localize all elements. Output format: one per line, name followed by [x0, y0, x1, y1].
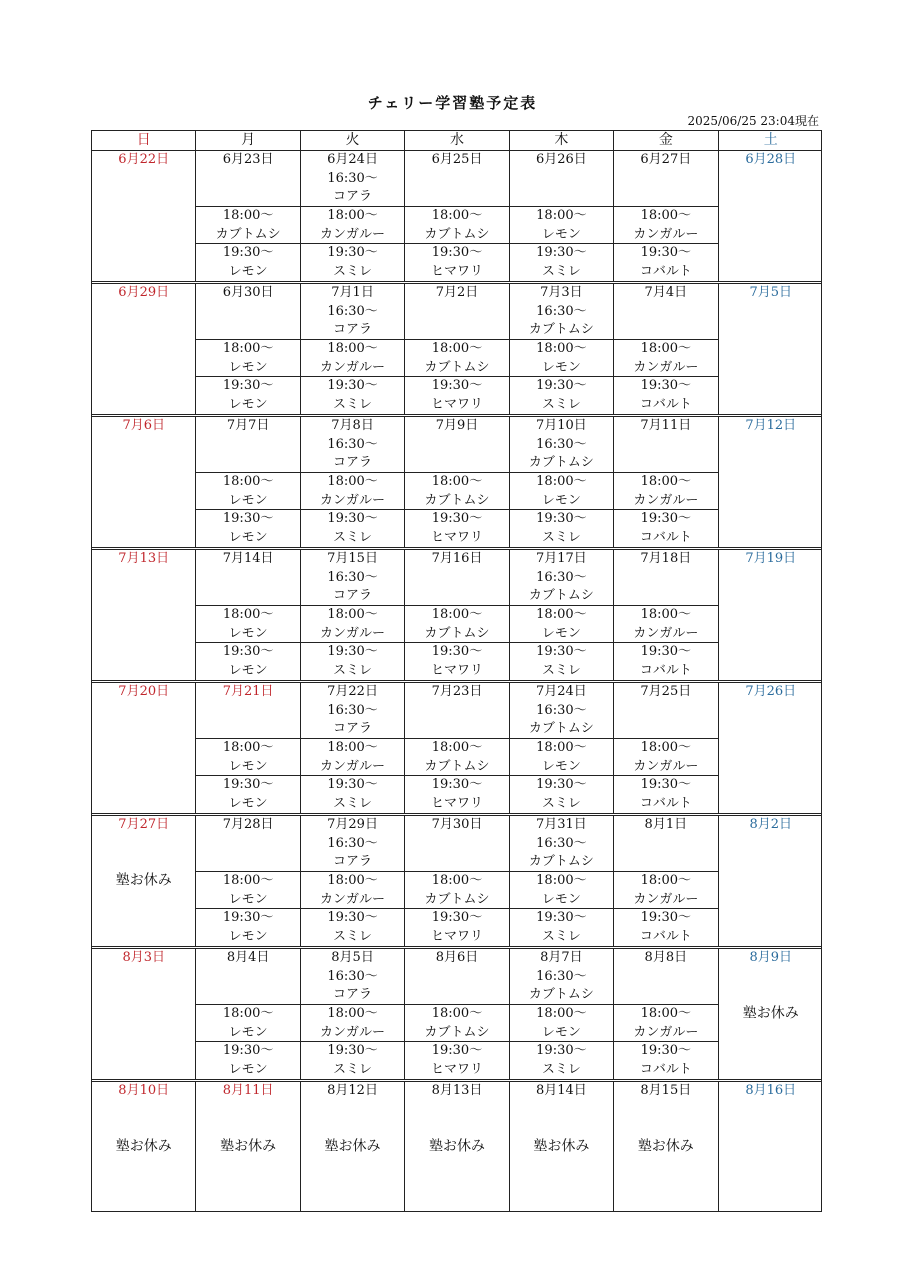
day-cell: [92, 417, 196, 547]
class-slot-1930: 19:30～ ヒマワリ: [430, 777, 483, 811]
class-slot-1800: 18:00～ レモン: [510, 872, 613, 909]
closed-note: 塾お休み: [428, 1138, 485, 1155]
weekday-header: 火: [301, 131, 405, 150]
day-date: 6月23日: [222, 152, 274, 167]
day-date: 7月7日: [226, 418, 270, 433]
day-full-slot: [719, 417, 823, 547]
day-date: 7月18日: [640, 551, 692, 566]
day-full-slot: [92, 550, 195, 680]
day-cell: [719, 683, 823, 813]
day-cell: [405, 284, 509, 414]
week-row: [92, 949, 821, 1082]
class-slot-1800: 18:00～ カンガルー: [301, 340, 404, 377]
day-full-slot: [614, 1082, 717, 1211]
closed-note: 塾お休み: [533, 1138, 590, 1155]
day-cell: [196, 550, 300, 680]
class-slot-1630: 16:30～ コアラ: [327, 702, 378, 737]
day-date: 7月17日: [535, 551, 587, 566]
class-slot-1800: 18:00～ カンガルー: [301, 606, 404, 643]
class-slot-1800: 18:00～ レモン: [510, 340, 613, 377]
day-cell: [614, 284, 718, 414]
class-slot-1930: 19:30～ レモン: [222, 910, 274, 944]
day-date: 6月28日: [745, 152, 797, 167]
day-cell: [614, 816, 718, 946]
day-date: 7月19日: [745, 551, 797, 566]
class-slot-1930: 19:30～ レモン: [222, 378, 274, 412]
day-date-slot: [510, 683, 613, 739]
class-slot-1930: 19:30～ レモン: [222, 245, 274, 279]
day-date: 7月6日: [122, 418, 165, 433]
day-date: 7月2日: [435, 285, 479, 300]
day-date: 6月26日: [535, 152, 587, 167]
day-cell: [301, 816, 405, 946]
day-full-slot: [92, 151, 195, 281]
day-date: 6月27日: [640, 152, 692, 167]
day-date: 8月8日: [644, 950, 688, 965]
day-date: 8月14日: [535, 1083, 587, 1098]
day-date-slot: [510, 949, 613, 1005]
day-date: 8月11日: [222, 1083, 274, 1098]
day-date: 8月9日: [749, 950, 793, 965]
class-slot-1800: 18:00～ カブトムシ: [405, 872, 508, 909]
week-row: [92, 1082, 821, 1211]
day-cell: [301, 550, 405, 680]
day-date: 7月27日: [118, 817, 170, 832]
class-slot-1800: 18:00～ レモン: [196, 872, 299, 909]
class-slot-1800: 18:00～ カブトムシ: [405, 739, 508, 776]
class-slot-1930: 19:30～ スミレ: [536, 910, 587, 944]
day-full-slot: [719, 151, 823, 281]
class-slot-1800: 18:00～ カンガルー: [301, 207, 404, 244]
class-slot-1800: 18:00～ レモン: [510, 739, 613, 776]
day-date-slot: [196, 151, 299, 207]
day-cell: [614, 1082, 718, 1211]
day-date: 8月2日: [749, 817, 793, 832]
day-date-slot: [614, 151, 717, 207]
class-slot-1930: 19:30～ スミレ: [327, 910, 378, 944]
day-date: 7月15日: [327, 551, 378, 566]
day-cell: [196, 417, 300, 547]
day-full-slot: [719, 816, 823, 946]
day-cell: [196, 284, 300, 414]
class-slot-1800: 18:00～ カンガルー: [614, 739, 717, 776]
day-cell: [719, 417, 823, 547]
class-slot-1930: 19:30～ ヒマワリ: [430, 1043, 483, 1077]
weekday-header: 日: [92, 131, 196, 150]
day-date: 7月13日: [118, 551, 170, 566]
day-full-slot: [719, 949, 823, 1079]
week-row: [92, 417, 821, 550]
day-date: 7月14日: [222, 551, 274, 566]
class-slot-1930: 19:30～ スミレ: [327, 511, 378, 545]
day-date-slot: [405, 816, 508, 872]
class-slot-1930: 19:30～ スミレ: [327, 644, 378, 678]
day-date: 7月8日: [331, 418, 374, 433]
day-date: 8月6日: [435, 950, 479, 965]
day-date: 7月1日: [331, 285, 374, 300]
day-cell: [405, 1082, 509, 1211]
class-slot-1630: 16:30～ カブトムシ: [528, 835, 594, 870]
day-date: 6月22日: [118, 152, 170, 167]
class-slot-1930: 19:30～ コバルト: [639, 777, 692, 811]
class-slot-1630: 16:30～ カブトムシ: [528, 968, 594, 1003]
day-date: 8月16日: [745, 1083, 797, 1098]
day-date: 7月9日: [435, 418, 479, 433]
class-slot-1800: 18:00～ レモン: [196, 606, 299, 643]
weeks-container: [92, 151, 821, 1211]
day-cell: [196, 151, 300, 281]
day-date-slot: [614, 417, 717, 473]
closed-note: 塾お休み: [324, 1138, 381, 1155]
day-date: 7月4日: [644, 285, 688, 300]
week-row: [92, 284, 821, 417]
day-cell: [510, 151, 614, 281]
class-slot-1630: 16:30～ カブトムシ: [528, 569, 594, 604]
class-slot-1800: 18:00～ カンガルー: [614, 872, 717, 909]
class-slot-1630: 16:30～ カブトムシ: [528, 436, 594, 471]
day-full-slot: [196, 1082, 299, 1211]
class-slot-1800: 18:00～ カブトムシ: [405, 606, 508, 643]
day-cell: [301, 417, 405, 547]
class-slot-1800: 18:00～ カンガルー: [301, 1005, 404, 1042]
day-cell: [405, 151, 509, 281]
class-slot-1800: 18:00～ レモン: [510, 473, 613, 510]
day-date-slot: [301, 949, 404, 1005]
day-date-slot: [405, 417, 508, 473]
day-cell: [301, 683, 405, 813]
weekday-header-row: [92, 131, 821, 151]
class-slot-1800: 18:00～ レモン: [196, 340, 299, 377]
day-cell: [196, 1082, 300, 1211]
day-date-slot: [196, 550, 299, 606]
class-slot-1930: 19:30～ ヒマワリ: [430, 378, 483, 412]
day-cell: [510, 550, 614, 680]
class-slot-1930: 19:30～ コバルト: [639, 245, 692, 279]
class-slot-1930: 19:30～ レモン: [222, 777, 274, 811]
day-cell: [614, 550, 718, 680]
day-date: 7月20日: [118, 684, 170, 699]
class-slot-1800: 18:00～ カブトムシ: [196, 207, 299, 244]
weekday-header: 水: [405, 131, 509, 150]
day-cell: [405, 949, 509, 1079]
class-slot-1800: 18:00～ レモン: [196, 739, 299, 776]
day-date-slot: [614, 550, 717, 606]
class-slot-1930: 19:30～ スミレ: [327, 1043, 378, 1077]
day-full-slot: [92, 417, 195, 547]
class-slot-1930: 19:30～ コバルト: [639, 910, 692, 944]
day-full-slot: [92, 284, 195, 414]
day-cell: [719, 151, 823, 281]
class-slot-1630: 16:30～ コアラ: [327, 569, 378, 604]
day-cell: [614, 683, 718, 813]
class-slot-1930: 19:30～ ヒマワリ: [430, 245, 483, 279]
day-date: 7月10日: [535, 418, 587, 433]
day-date-slot: [510, 417, 613, 473]
weekday-header: 金: [614, 131, 718, 150]
class-slot-1930: 19:30～ ヒマワリ: [430, 511, 483, 545]
day-date: 8月3日: [122, 950, 165, 965]
day-date-slot: [301, 151, 404, 207]
day-cell: [614, 417, 718, 547]
day-cell: [719, 1082, 823, 1211]
weekday-header: 木: [510, 131, 614, 150]
day-date-slot: [614, 683, 717, 739]
day-date: 7月16日: [431, 551, 483, 566]
day-date-slot: [405, 284, 508, 340]
closed-note: 塾お休み: [220, 1138, 277, 1155]
day-date: 7月22日: [327, 684, 378, 699]
class-slot-1630: 16:30～ コアラ: [327, 170, 378, 205]
day-cell: [510, 284, 614, 414]
day-full-slot: [92, 1082, 195, 1211]
day-date: 6月29日: [118, 285, 170, 300]
day-date-slot: [510, 151, 613, 207]
day-date: 7月3日: [540, 285, 583, 300]
week-row: [92, 816, 821, 949]
class-slot-1800: 18:00～ レモン: [510, 1005, 613, 1042]
class-slot-1930: 19:30～ スミレ: [327, 378, 378, 412]
class-slot-1800: 18:00～ レモン: [510, 606, 613, 643]
day-date: 8月12日: [327, 1083, 378, 1098]
class-slot-1930: 19:30～ レモン: [222, 644, 274, 678]
day-date-slot: [196, 816, 299, 872]
day-date-slot: [301, 284, 404, 340]
class-slot-1930: 19:30～ スミレ: [536, 511, 587, 545]
class-slot-1630: 16:30～ コアラ: [327, 835, 378, 870]
day-cell: [92, 151, 196, 281]
day-date: 6月30日: [222, 285, 274, 300]
day-date: 7月28日: [222, 817, 274, 832]
day-cell: [301, 1082, 405, 1211]
day-date: 6月25日: [431, 152, 483, 167]
day-cell: [301, 151, 405, 281]
week-row: [92, 550, 821, 683]
weekday-header: 土: [763, 132, 778, 148]
class-slot-1630: 16:30～ コアラ: [327, 968, 378, 1003]
day-date: 8月15日: [640, 1083, 692, 1098]
day-cell: [510, 417, 614, 547]
day-date-slot: [301, 417, 404, 473]
day-date: 7月23日: [431, 684, 483, 699]
day-date-slot: [614, 949, 717, 1005]
day-full-slot: [92, 683, 195, 813]
day-date-slot: [510, 550, 613, 606]
class-slot-1930: 19:30～ コバルト: [639, 511, 692, 545]
day-date-slot: [614, 284, 717, 340]
day-date-slot: [405, 949, 508, 1005]
class-slot-1800: 18:00～ カンガルー: [614, 606, 717, 643]
day-cell: [92, 816, 196, 946]
day-cell: [719, 550, 823, 680]
day-cell: [405, 683, 509, 813]
day-cell: [301, 949, 405, 1079]
class-slot-1930: 19:30～ スミレ: [536, 245, 587, 279]
class-slot-1930: 19:30～ スミレ: [536, 1043, 587, 1077]
class-slot-1800: 18:00～ カンガルー: [301, 739, 404, 776]
class-slot-1800: 18:00～ カンガルー: [614, 1005, 717, 1042]
day-cell: [510, 1082, 614, 1211]
schedule-table: [91, 130, 822, 1212]
class-slot-1630: 16:30～ コアラ: [327, 436, 378, 471]
class-slot-1800: 18:00～ カブトムシ: [405, 340, 508, 377]
closed-note: 塾お休み: [115, 1138, 172, 1155]
day-cell: [719, 949, 823, 1079]
day-full-slot: [405, 1082, 508, 1211]
day-date: 7月25日: [640, 684, 692, 699]
day-cell: [405, 417, 509, 547]
week-row: [92, 683, 821, 816]
class-slot-1930: 19:30～ コバルト: [639, 644, 692, 678]
weekday-header: 月: [196, 131, 300, 150]
class-slot-1930: 19:30～ ヒマワリ: [430, 644, 483, 678]
day-date-slot: [301, 550, 404, 606]
day-date-slot: [196, 949, 299, 1005]
day-cell: [614, 949, 718, 1079]
day-full-slot: [719, 550, 823, 680]
day-cell: [510, 816, 614, 946]
class-slot-1800: 18:00～ レモン: [510, 207, 613, 244]
day-date: 8月4日: [226, 950, 270, 965]
day-date: 7月31日: [535, 817, 587, 832]
day-cell: [719, 816, 823, 946]
class-slot-1930: 19:30～ スミレ: [536, 644, 587, 678]
day-cell: [92, 284, 196, 414]
day-date: 7月24日: [535, 684, 587, 699]
class-slot-1930: 19:30～ レモン: [222, 511, 274, 545]
day-full-slot: [719, 683, 823, 813]
closed-note: 塾お休み: [742, 1005, 799, 1022]
day-date: 8月5日: [331, 950, 374, 965]
class-slot-1930: 19:30～ ヒマワリ: [430, 910, 483, 944]
day-cell: [719, 284, 823, 414]
class-slot-1930: 19:30～ スミレ: [536, 777, 587, 811]
day-date: 7月29日: [327, 817, 378, 832]
day-date-slot: [405, 683, 508, 739]
day-full-slot: [719, 284, 823, 414]
day-cell: [301, 284, 405, 414]
day-date: 7月5日: [749, 285, 793, 300]
closed-note: 塾お休み: [115, 872, 172, 889]
class-slot-1800: 18:00～ カブトムシ: [405, 1005, 508, 1042]
day-date-slot: [301, 816, 404, 872]
day-date: 8月7日: [540, 950, 583, 965]
class-slot-1800: 18:00～ カンガルー: [614, 340, 717, 377]
day-date: 8月13日: [431, 1083, 483, 1098]
day-cell: [614, 151, 718, 281]
day-date: 7月21日: [222, 684, 274, 699]
class-slot-1800: 18:00～ カブトムシ: [405, 473, 508, 510]
day-date-slot: [614, 816, 717, 872]
day-date-slot: [196, 683, 299, 739]
day-date-slot: [196, 417, 299, 473]
day-cell: [405, 816, 509, 946]
closed-note: 塾お休み: [637, 1138, 694, 1155]
class-slot-1930: 19:30～ スミレ: [327, 777, 378, 811]
day-cell: [196, 949, 300, 1079]
day-full-slot: [92, 816, 195, 946]
day-date: 8月10日: [118, 1083, 170, 1098]
day-full-slot: [301, 1082, 404, 1211]
class-slot-1800: 18:00～ カンガルー: [301, 872, 404, 909]
day-date: 7月12日: [745, 418, 797, 433]
day-date-slot: [196, 284, 299, 340]
class-slot-1930: 19:30～ スミレ: [536, 378, 587, 412]
class-slot-1930: 19:30～ レモン: [222, 1043, 274, 1077]
day-date-slot: [301, 683, 404, 739]
class-slot-1800: 18:00～ カンガルー: [614, 473, 717, 510]
day-cell: [510, 683, 614, 813]
week-row: [92, 151, 821, 284]
day-cell: [92, 550, 196, 680]
day-cell: [196, 683, 300, 813]
day-full-slot: [719, 1082, 823, 1211]
class-slot-1800: 18:00～ レモン: [196, 1005, 299, 1042]
day-cell: [92, 949, 196, 1079]
day-date: 8月1日: [644, 817, 688, 832]
day-cell: [92, 1082, 196, 1211]
page-title: チェリー学習塾予定表: [367, 94, 538, 112]
day-date: 7月26日: [745, 684, 797, 699]
class-slot-1630: 16:30～ カブトムシ: [528, 702, 594, 737]
class-slot-1630: 16:30～ コアラ: [327, 303, 378, 338]
day-date-slot: [510, 284, 613, 340]
class-slot-1800: 18:00～ カンガルー: [301, 473, 404, 510]
day-cell: [196, 816, 300, 946]
class-slot-1800: 18:00～ レモン: [196, 473, 299, 510]
class-slot-1630: 16:30～ カブトムシ: [528, 303, 594, 338]
day-cell: [510, 949, 614, 1079]
day-full-slot: [92, 949, 195, 1079]
day-date: 7月11日: [640, 418, 692, 433]
day-cell: [405, 550, 509, 680]
day-date: 6月24日: [327, 152, 378, 167]
updated-timestamp: 2025/06/25 23:04現在: [687, 114, 819, 128]
day-date-slot: [510, 816, 613, 872]
day-full-slot: [510, 1082, 613, 1211]
class-slot-1800: 18:00～ カンガルー: [614, 207, 717, 244]
day-date-slot: [405, 550, 508, 606]
day-cell: [92, 683, 196, 813]
class-slot-1930: 19:30～ コバルト: [639, 1043, 692, 1077]
day-date-slot: [405, 151, 508, 207]
class-slot-1930: 19:30～ コバルト: [639, 378, 692, 412]
class-slot-1930: 19:30～ スミレ: [327, 245, 378, 279]
class-slot-1800: 18:00～ カブトムシ: [405, 207, 508, 244]
day-date: 7月30日: [431, 817, 483, 832]
